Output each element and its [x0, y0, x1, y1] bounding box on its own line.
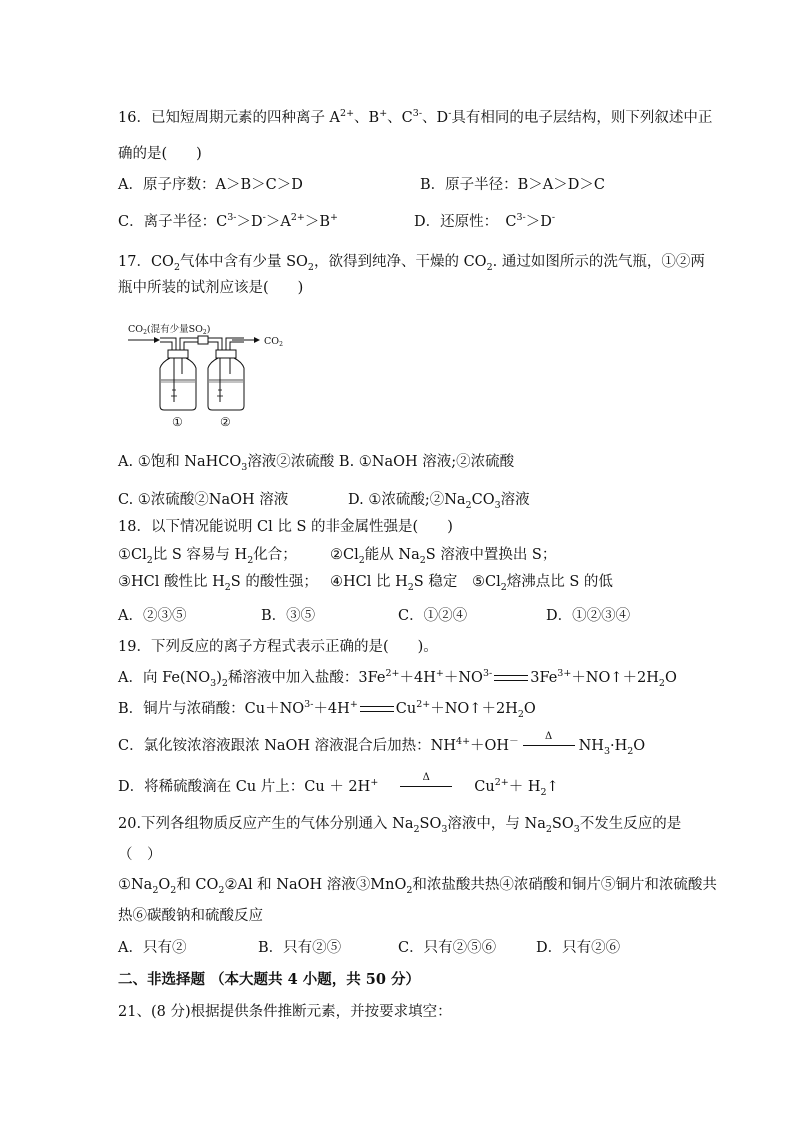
q18-item-3: ③HCl 酸性比 $H_2S$ 的酸性强；: [118, 574, 318, 593]
heat-arrow: Δ: [400, 780, 452, 794]
heat-arrow: Δ: [523, 739, 575, 753]
q17-options-ab: A. ①饱和 NaHCO$_3$溶液②浓硫酸 B. ①NaOH 溶液;②浓硫酸: [118, 454, 515, 473]
q19-option-d: D．将稀硫酸滴在 Cu 片上：Cu ＋ 2H+ Δ $Cu^{2+}+$ $H_2↑$: [118, 772, 559, 798]
q20-items-line2: 热⑥碳酸钠和硫酸反应: [118, 908, 263, 924]
q20-option-a: A．只有②: [118, 940, 187, 956]
q20-stem: 20.下列各组物质反应产生的气体分别通入 $Na_2SO_3$溶液中，与 $Na_2SO_3$不发生反应的是: [118, 816, 682, 835]
equals-sign: [360, 706, 394, 712]
q20-option-b: B．只有②⑤: [258, 940, 342, 956]
q16-option-d: D．还原性： $C^{3-}>D^-$: [414, 212, 556, 230]
q16-option-a: A．原子序数：A＞B＞C＞D: [118, 177, 303, 193]
q21-stem: 21、(8 分)根据提供条件推断元素，并按要求填空：: [118, 1004, 452, 1020]
outlet-label: $CO_2$: [264, 336, 283, 348]
q20-items: $①Na_2O_2$和 $CO_2②Al$ 和 NaOH 溶液③MnO$_2$和浓盐酸共热④浓硝酸和铜片⑤铜片和浓硫酸共: [118, 877, 717, 896]
q18-option-d: D．①②③④: [546, 608, 631, 624]
q20-stem-line2: （ ）: [118, 847, 162, 863]
q17-stem: 17．$CO_2$气体中含有少量 $SO_2$，欲得到纯净、干燥的 $CO_2$. 通过如图所示的洗气瓶，①②两: [118, 254, 705, 273]
inlet-label: $CO_2$(混有少量$SO_2$): [128, 324, 211, 336]
q19-option-a: A．向 $Fe(NO_3)_2$稀溶液中加入盐酸：$3Fe^{2+}+4H^++NO^{3-}$ $3Fe^{3+}+NO↑+2H_2O$: [118, 668, 677, 689]
q18-option-c: C．①②④: [398, 608, 468, 624]
equals-sign: [494, 675, 528, 681]
q17-stem-line2: 瓶中所装的试剂应该是( ): [118, 280, 304, 296]
section-2-title: 二、非选择题 （本大题共 4 小题，共 50 分）: [118, 971, 421, 988]
q17-option-c: C. ①浓硫酸②NaOH 溶液: [118, 492, 289, 508]
q18-stem: 18．以下情况能说明 Cl 比 S 的非金属性强是( ): [118, 519, 453, 535]
q17-option-d: D. ①浓硫酸$;②Na_2CO_3$溶液: [348, 492, 530, 511]
q18-option-b: B．③⑤: [261, 608, 316, 624]
q18-item-4: ④HCl 比 $H_2S$ 稳定: [330, 574, 458, 593]
q18-item-2: $②Cl_2$能从 $Na_2S$ 溶液中置换出 S；: [330, 547, 557, 566]
bottle-1-label: ①: [172, 415, 183, 429]
wash-bottle-diagram: [128, 318, 298, 434]
q20-option-d: D．只有②⑥: [536, 940, 621, 956]
q19-option-c: C．氯化铵浓溶液跟浓 NaOH 溶液混合后加热：$NH^{4+}+OH^-$ Δ $NH_3\cdot H_2O$: [118, 731, 646, 757]
q18-item-1: $①Cl_2$比 S 容易与 $H_2$化合；: [118, 547, 297, 566]
q16-option-b: B．原子半径：B＞A＞D＞C: [420, 177, 606, 193]
q19-option-b: B．铜片与浓硝酸：$Cu+NO^{3-}+4H^+$ $Cu^{2+}+NO↑+2H_2O$: [118, 699, 536, 720]
q20-option-c: C．只有②⑤⑥: [398, 940, 497, 956]
q18-option-a: A．②③⑤: [118, 608, 187, 624]
q16-stem-line2: 确的是( ): [118, 146, 202, 162]
q19-stem: 19．下列反应的离子方程式表示正确的是( )。: [118, 639, 438, 655]
q18-item-5: $⑤Cl_2$熔沸点比 S 的低: [472, 574, 613, 593]
q16-stem: 16．已知短周期元素的四种离子 $A^{2+}$、B+、$C^{3-}$、D-具有相同的电子层结构，则下列叙述中正: [118, 108, 713, 126]
bottle-2-label: ②: [220, 415, 231, 429]
q16-option-c: C．离子半径：$C^{3-}>D^->A^{2+}>B^+$: [118, 212, 338, 230]
